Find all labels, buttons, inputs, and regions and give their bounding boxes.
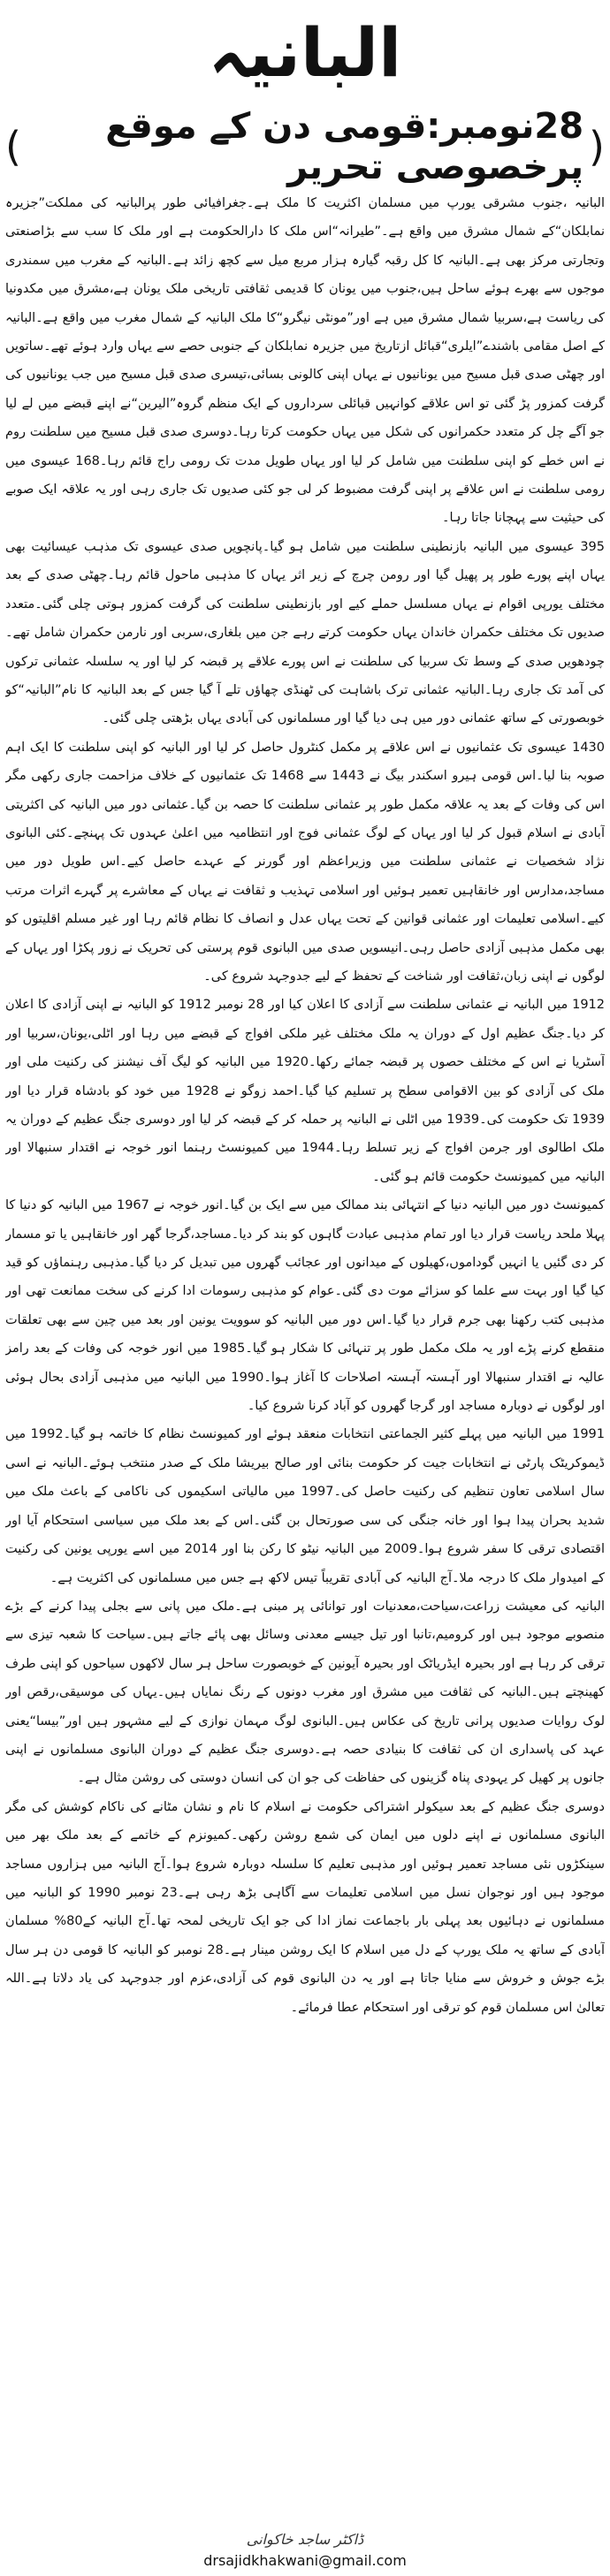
article-body	[5, 189, 605, 2509]
open-paren-glyph: (	[589, 123, 605, 171]
paragraph: 1991 میں البانیہ میں پہلے کثیر الجماعتی انتخابات منعقد ہوئے اور کمیونسٹ نظام کا خاتمہ ہو گیا۔1992 میں ڈیموکریٹک پارٹی نے انتخابات جیت کر حکومت بنائی اور صالح بیریشا ملک کے صدر منتخب ہوئے۔البانیہ نے اسی سال اسلامی تعاون تنظیم کی رکنیت حاصل کی۔1997 میں مالیاتی اسکیموں کی ناکامی کے باعث ملک میں شدید بحران پیدا ہوا اور خانہ جنگی کی سی صورتحال بن گئی۔اس کے بعد ملک میں سیاسی استحکام آیا اور اقتصادی ترقی کا سفر شروع ہوا۔2009 میں البانیہ نیٹو کا رکن بنا اور 2014 میں اسے یورپی یونین کی رکنیت کے امیدوار ملک کا درجہ ملا۔آج البانیہ کی آبادی تقریباً تیس لاکھ ہے جس میں مسلمانوں کی اکثریت ہے۔	[5, 1427, 605, 1585]
article-title: البانیہ	[208, 13, 402, 92]
paragraph: 395 عیسوی میں البانیہ بازنطینی سلطنت میں شامل ہو گیا۔پانچویں صدی عیسوی تک مذہب عیسائیت بھی یہاں اپنے پورے طور پر پھیل گیا اور رومن چرچ کے زیر اثر یہاں کا مذہبی ماحول قائم رہا۔چھٹی صدی کے بعد مختلف یورپی اقوام نے یہاں مسلسل حملے کیے اور بازنطینی سلطنت کی گرفت کمزور ہوتی چلی گئی۔متعدد صدیوں تک مختلف حکمران خاندان یہاں حکومت کرتے رہے جن میں بلغاری،سربی اور نارمن حکمران شامل تھے۔چودھویں صدی کے وسط تک سربیا کی سلطنت نے اس پورے علاقے پر قبضہ کر لیا اور یہ سلسلہ عثمانی ترکوں کی آمد تک جاری رہا۔البانیہ عثمانی ترک باشاہت کی ٹھنڈی چھاؤں تلے آ گیا جس کے بعد البانیہ کا نام”البانیہ“کو خوبصورتی کے ساتھ عثمانی دور میں ہی دیا گیا اور مسلمانوں کی آبادی یہاں بڑھتی چلی گئی۔	[5, 539, 605, 726]
paragraph: البانیہ کی معیشت زراعت،سیاحت،معدنیات اور توانائی پر مبنی ہے۔ملک میں پانی سے بجلی پیدا کرنے کے بڑے منصوبے موجود ہیں اور کرومیم،تانبا اور تیل جیسے معدنی وسائل بھی پائے جاتے ہیں۔سیاحت کا شعبہ تیزی سے ترقی کر رہا ہے اور بحیرہ ایڈریاٹک اور بحیرہ آیونین کے خوبصورت ساحل ہر سال لاکھوں سیاحوں کو اپنی طرف کھینچتے ہیں۔البانیہ کی ثقافت میں مشرق اور مغرب دونوں کے رنگ نمایاں ہیں۔یہاں کی موسیقی،رقص اور لوک روایات صدیوں پرانی تاریخ کی عکاس ہیں۔البانوی لوگ مہمان نوازی کے لیے مشہور ہیں اور”بیسا“یعنی عہد کی پاسداری ان کی ثقافت کا بنیادی حصہ ہے۔دوسری جنگ عظیم کے دوران البانوی مسلمانوں نے اپنی جانوں پر کھیل کر یہودی پناہ گزینوں کی حفاظت کی جو ان کی انسان دوستی کی روشن مثال ہے۔	[5, 1599, 605, 1786]
author-signature: ڈاکٹر ساجد خاکوانی	[246, 2531, 364, 2548]
paragraph: 1912 میں البانیہ نے عثمانی سلطنت سے آزادی کا اعلان کیا اور 28 نومبر 1912 کو البانیہ نے اپنی آزادی کا اعلان کر دیا۔جنگ عظیم اول کے دوران یہ ملک مختلف غیر ملکی افواج کے قبضے میں رہا اور اٹلی،یونان،سربیا اور آسٹریا نے اس کے مختلف حصوں پر قبضہ جمائے رکھا۔1920 میں البانیہ کو لیگ آف نیشنز کی رکنیت ملی اور ملک کی آزادی کو بین الاقوامی سطح پر تسلیم کیا گیا۔احمد زوگو نے 1928 میں خود کو بادشاہ قرار دیا اور 1939 تک حکومت کی۔1939 میں اٹلی نے البانیہ پر حملہ کر کے قبضہ کر لیا اور دوسری جنگ عظیم کے دوران یہ ملک اطالوی اور جرمن افواج کے زیر تسلط رہا۔1944 میں کمیونسٹ رہنما انور خوجہ نے اقتدار سنبھالا اور البانیہ میں کمیونسٹ حکومت قائم ہو گئی۔	[5, 998, 605, 1184]
paragraph: البانیہ ،جنوب مشرقی یورپ میں مسلمان اکثریت کا ملک ہے۔جغرافیائی طور پرالبانیہ کی مملکت”جزیرہ نمابلکان“کے شمال مشرق میں واقع ہے۔”طیرانہ“اس ملک کا دارالحکومت ہے اور ملک کا سب سے بڑاصنعتی وتجارتی مرکز بھی ہے۔البانیہ کا کل رقبہ گیارہ ہزار مربع میل سے کچھ زائد ہے۔البانیہ کے مغرب میں سمندری موجوں سے بھرے ہوئے ساحل ہیں،جنوب میں یونان کا قدیمی ثقافتی تاریخی ملک یونان ہے،مشرق میں مکدونیا کی ریاست ہے،سربیا شمال مشرق میں ہے اور”مونٹی نیگرو“کا ملک البانیہ کے شمال مغرب میں واقع ہے۔البانیہ کے اصل مقامی باشندے”ایلری“قبائل ازتاریخ میں جزیرہ نمابلکان کے جنوبی حصے سے یہاں وارد ہوئے تھے۔ساتویں اور چھٹی صدی قبل مسیح میں یونانیوں نے یہاں اپنی کالونی بسائی،تیسری صدی قبل مسیح میں جب یونانیوں کی گرفت کمزور پڑ گئی تو اس علاقے کوانہیں قبائلی سرداروں کے ایک منظم گروہ”الیرین“نے اپنے قبضے میں لے لیا جو آگے چل کر متعدد حکمرانوں کی شکل میں یہاں حکومت کرتا رہا۔دوسری صدی قبل مسیح میں سلطنت روم نے اس خطے کو اپنی سلطنت میں شامل کر لیا اور یہاں طویل مدت تک رومی راج قائم رہا۔168 عیسوی میں رومی سلطنت نے اس علاقے پر اپنی گرفت مضبوط کر لی جو کئی صدیوں تک جاری رہی اور یہ علاقہ ایک صوبے کی حیثیت سے پہچانا جاتا رہا۔	[5, 196, 605, 526]
close-paren-glyph: )	[5, 123, 21, 171]
paragraph: 1430 عیسوی تک عثمانیوں نے اس علاقے پر مکمل کنٹرول حاصل کر لیا اور البانیہ کو اپنی سلطنت کا ایک اہم صوبہ بنا لیا۔اس قومی ہیرو اسکندر بیگ نے 1443 سے 1468 تک عثمانیوں کے خلاف مزاحمت جاری رکھی مگر اس کی وفات کے بعد یہ علاقہ مکمل طور پر عثمانی سلطنت کا حصہ بن گیا۔عثمانی دور میں البانیہ کی اکثریتی آبادی نے اسلام قبول کر لیا اور یہاں کے لوگ عثمانی فوج اور انتظامیہ میں اعلیٰ عہدوں تک پہنچے۔کئی البانوی نژاد شخصیات نے عثمانی سلطنت میں وزیراعظم اور گورنر کے عہدے حاصل کیے۔اس طویل دور میں مساجد،مدارس اور خانقاہیں تعمیر ہوئیں اور اسلامی تہذیب و ثقافت نے یہاں کے معاشرے پر گہرے اثرات مرتب کیے۔اسلامی تعلیمات اور عثمانی قوانین کے تحت یہاں عدل و انصاف کا نظام قائم رہا اور غیر مسلم اقلیتوں کو بھی مکمل مذہبی آزادی حاصل رہی۔انیسویں صدی میں البانوی قوم پرستی کی تحریک نے زور پکڑا اور یہاں کے لوگوں نے اپنی زبان،ثقافت اور شناخت کے تحفظ کے لیے جدوجہد شروع کی۔	[5, 740, 605, 984]
article-subtitle	[0, 106, 610, 187]
paragraph: دوسری جنگ عظیم کے بعد سیکولر اشتراکی حکومت نے اسلام کا نام و نشان مٹانے کی ناکام کوشش کی مگر البانوی مسلمانوں نے اپنے دلوں میں ایمان کی شمع روشن رکھی۔کمیونزم کے خاتمے کے بعد ملک بھر میں سینکڑوں نئی مساجد تعمیر ہوئیں اور مذہبی تعلیم کا سلسلہ دوبارہ شروع ہوا۔آج البانیہ میں ہزاروں مساجد موجود ہیں اور نوجوان نسل میں اسلامی تعلیمات سے آگاہی بڑھ رہی ہے۔23 نومبر 1990 کو البانیہ میں مسلمانوں نے دہائیوں بعد پہلی بار باجماعت نماز ادا کی جو ایک تاریخی لمحہ تھا۔آج البانیہ کے80% مسلمان آبادی کے ساتھ یہ ملک یورپ کے دل میں اسلام کا ایک روشن مینار ہے۔28 نومبر کو البانیہ کا قومی دن ہر سال بڑے جوش و خروش سے منایا جاتا ہے اور یہ دن البانوی قوم کی آزادی،عزم اور جدوجہد کی یاد دلاتا ہے۔اللہ تعالیٰ اس مسلمان قوم کو ترقی اور استحکام عطا فرمائے۔	[5, 1799, 605, 2015]
paragraph: کمیونسٹ دور میں البانیہ دنیا کے انتہائی بند ممالک میں سے ایک بن گیا۔انور خوجہ نے 1967 میں البانیہ کو دنیا کا پہلا ملحد ریاست قرار دیا اور تمام مذہبی عبادت گاہوں کو بند کر دیا۔مساجد،گرجا گھر اور خانقاہیں یا تو مسمار کر دی گئیں یا انہیں گوداموں،کھیلوں کے میدانوں اور عجائب گھروں میں تبدیل کر دیا گیا۔مذہبی رہنماؤں کو قید کیا گیا اور بہت سے علما کو سزائے موت دی گئی۔عوام کو مذہبی رسومات ادا کرنے کی سخت ممانعت تھی اور مذہبی کتب رکھنا بھی جرم قرار دیا گیا۔اس دور میں البانیہ کو سوویت یونین اور بعد میں چین سے بھی تعلقات منقطع کرنے پڑے اور یہ ملک مکمل طور پر تنہائی کا شکار ہو گیا۔1985 میں انور خوجہ کی وفات کے بعد رامز عالیہ نے اقتدار سنبھالا اور آہستہ آہستہ اصلاحات کا آغاز ہوا۔1990 میں البانیہ میں مذہبی آزادی بحال ہوئی اور لوگوں نے دوبارہ مساجد اور گرجا گھروں کو آباد کرنا شروع کیا۔	[5, 1198, 605, 1414]
subtitle-text: 28نومبر:قومی دن کے موقع پرخصوصی تحریر	[105, 106, 584, 187]
author-email[interactable]: drsajidkhakwani@gmail.com	[203, 2552, 407, 2569]
author-block	[0, 2528, 610, 2571]
